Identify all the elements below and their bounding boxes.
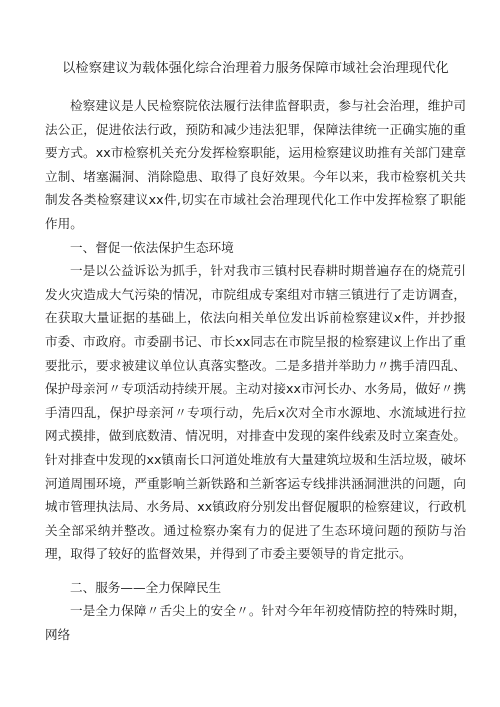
section-1-heading: 一、督促一依法保护生态环境: [70, 239, 234, 255]
section-2-body: 一是全力保障〃舌尖上的安全〃。针对今年年初疫情防控的特殊时期，网络: [45, 603, 466, 643]
intro-paragraph: 检察建议是人民检察院依法履行法律监督职责，参与社会治理，维护司法公正，促进依法行政，预防和减少违法犯罪，保障法律统一正确实施的重要方式。xx市检察机关充分发挥检察职能，运用检察建议助推有关部门建章立制、堵塞漏洞、消除隐患、取得了良好效果。今年以来，我市检察机关共制发各类检察建议xx件,切实在市域社会治理现代化工作中发挥检察了职能作用。: [45, 98, 466, 231]
section-gap: [45, 566, 466, 576]
section-1-body: 一是以公益诉讼为抓手，针对我市三镇村民春耕时期普遍存在的烧荒引发火灾造成大气污染的情况，市院组成专案组对市辖三镇进行了走访调查，在获取大量证据的基础上，依法向相关单位发出诉前检察建议x件，并抄报市委、市政府。市委副书记、市长xx同志在市院呈报的检察建议上作出了重要批示，要求被建议单位认真落实整改。二是多措并举助力〃携手清四乱、保护母亲河〃专项活动持续开展。主动对接xx市河长办、水务局，做好〃携手清四乱，保护母亲河〃专项行动，先后x次对全市水源地、水流域进行拉网式摸排，做到底数清、情况明，对排查中发现的案件线索及时立案查处。针对排查中发现的xx镇南长口河道处堆放有大量建筑垃圾和生活垃圾，破坏河道周围环境，严重影响兰新铁路和兰新客运专线排洪涵洞泄洪的问题，向城市管理执法局、水务局、xx镇政府分别发出督促履职的检察建议，行政机关全部采纳并整改。通过检察办案有力的促进了生态环境问题的预防与治理，取得了较好的监督效果，并得到了市委主要领导的肯定批示。: [45, 263, 466, 562]
section-2-heading: 二、服务——全力保障民生: [70, 579, 222, 595]
document-title: 以检察建议为载体强化综合治理着力服务保障市域社会治理现代化: [62, 61, 449, 76]
